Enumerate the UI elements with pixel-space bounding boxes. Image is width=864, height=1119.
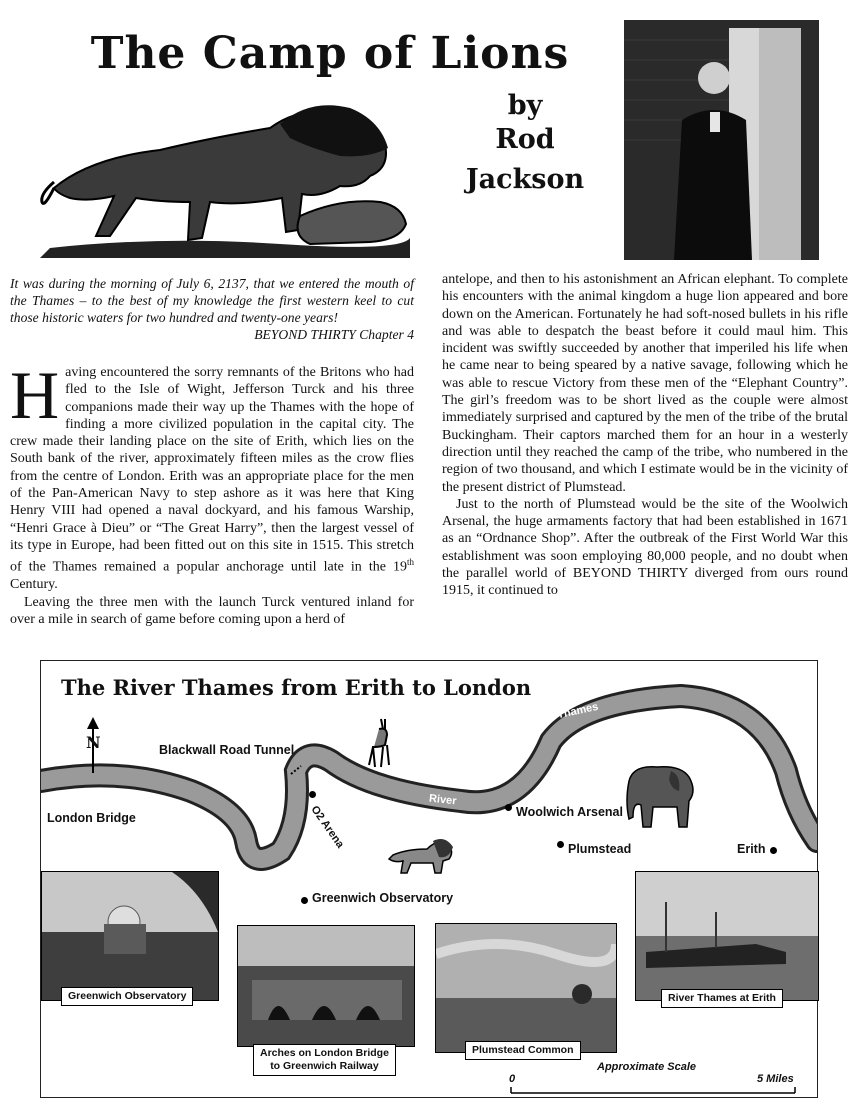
epigraph-text: It was during the morning of July 6, 2137, that we entered the mouth of the Thames – to the best of my knowledge the first western keel to cut those historic waters for two hundred and twenty-one years! <box>10 276 414 325</box>
o2-arena-dot <box>309 791 316 798</box>
erith-dot <box>770 847 777 854</box>
drop-cap: H <box>10 357 60 433</box>
paragraph: Just to the north of Plumstead would be the site of the Woolwich Arsenal, the huge armaments factory that had been established in 1671 as an “Ordnance Shop”. After the outbreak of the First World War this establishment was soon employing 80,000 people, and no doubt when the parallel world of BEYOND THIRTY diverged from ours round 1915, it continued to <box>442 496 848 599</box>
left-column <box>10 357 414 628</box>
river-label-river: River <box>428 792 458 808</box>
paragraph: Leaving the three men with the launch Turck ventured inland for over a mile in search of game before coming upon a herd of <box>10 594 414 627</box>
scale-label: Approximate Scale <box>597 1061 697 1073</box>
caption-arches-line-1: Arches on London Bridge <box>260 1047 389 1059</box>
paragraph-text: aving encountered the sorry remnants of the Britons who had fled to the Isle of Wight, Jefferson Turck and his three companions made their way up the Thames with the hope of finding a more civilized population in the capital city. The crew made their landing place on the site of Erith, which lies on the South bank of the river, approximately fifteen miles as the crow flies from the centre of London. Erith was an appropriate place for the men of the Pan-American Navy to step ashore as it was here that King Henry VIII had opened a naval dockyard, and his famous Warship, “Henri Grace à Dieu” or “The Great Harry”, then the largest vessel of its type in Europe, had been fitted out on this site in 1515. This stretch of the Thames remained a popular anchorage until late in the 19 <box>10 365 414 575</box>
caption-arches-london-bridge <box>253 1044 396 1076</box>
label-greenwich-observatory: Greenwich Observatory <box>312 891 454 905</box>
paragraph: antelope, and then to his astonishment an African elephant. To complete his encounters with the animal kingdom a huge lion appeared and bore down on the American. Fortunately he had soft-nosed bullets in his rifle and was able to despatch the beast before it could maul him. This incident was swiftly succeeded by another that imperiled his life when he came near to being speared by a native savage, following which he was able to rescue Victory from these men of the “Elephant Country”. The girl’s freedom was to be short lived as the couple were almost immediately surprised and captured by the men of the tribe of the brutal Buckingham. Their captors marched them for an hour in a westerly direction until they reached the camp of the tribe, who numbered in the region of two thousand, and which I estimate would be in the vicinity of the present district of Plumstead. <box>442 272 848 495</box>
plumstead-dot <box>557 841 564 848</box>
label-o2-arena: O2 Arena <box>308 803 347 851</box>
greenwich-dot <box>301 897 308 904</box>
north-arrow <box>83 717 103 773</box>
photo-greenwich-observatory <box>41 871 219 1001</box>
paragraph-text-end: Century. <box>10 577 58 593</box>
caption-plumstead-common: Plumstead Common <box>465 1041 581 1060</box>
label-blackwall-tunnel: Blackwall Road Tunnel <box>159 743 295 757</box>
label-london-bridge: London Bridge <box>47 811 136 825</box>
scale-start: 0 <box>509 1073 516 1085</box>
antelope-icon <box>361 717 397 773</box>
article-title: The Camp of Lions <box>90 28 570 79</box>
photo-river-thames-erith <box>635 871 819 1001</box>
thames-map <box>40 660 818 1098</box>
lion-illustration <box>40 98 412 258</box>
label-plumstead: Plumstead <box>568 842 632 856</box>
author-photo <box>624 20 819 260</box>
woolwich-dot <box>505 804 512 811</box>
author-first-name: Rod <box>495 124 555 155</box>
scale-end: 5 Miles <box>757 1073 794 1085</box>
byline-by: by <box>507 90 543 121</box>
paragraph <box>10 357 414 594</box>
epigraph <box>10 275 414 343</box>
caption-arches-line-2: to Greenwich Railway <box>270 1060 379 1072</box>
map-title: The River Thames from Erith to London <box>61 675 532 700</box>
caption-river-thames-erith: River Thames at Erith <box>661 989 783 1008</box>
caption-greenwich-observatory: Greenwich Observatory <box>61 987 193 1006</box>
author-last-name: Jackson <box>465 164 585 195</box>
scale-bar <box>509 1085 799 1095</box>
photo-plumstead-common <box>435 923 617 1053</box>
photo-arches-london-bridge <box>237 925 415 1047</box>
label-woolwich-arsenal: Woolwich Arsenal <box>516 805 623 819</box>
elephant-icon <box>623 761 699 831</box>
lion-icon <box>387 833 455 875</box>
north-label: N <box>86 733 101 752</box>
label-erith: Erith <box>737 842 766 856</box>
river-label-thames: Thames <box>556 700 600 722</box>
epigraph-source: BEYOND THIRTY Chapter 4 <box>254 327 414 342</box>
right-column <box>442 271 848 600</box>
superscript: th <box>406 557 414 568</box>
